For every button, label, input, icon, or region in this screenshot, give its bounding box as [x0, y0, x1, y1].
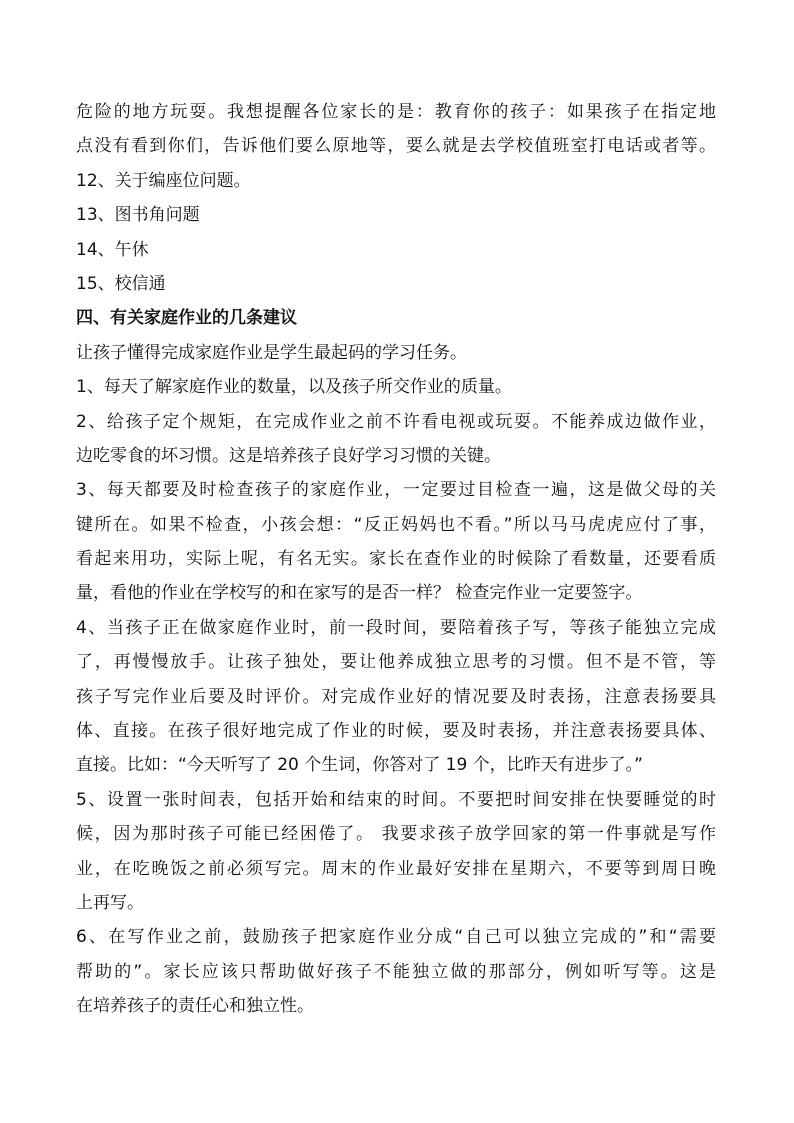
list-item-13: 13、图书角问题	[76, 205, 200, 226]
suggestion-4-line-4: 体、直接。在孩子很好地完成了作业的时候，要及时表扬，并注意表扬要具体、	[76, 721, 716, 742]
suggestion-5-line-3: 业，在吃晚饭之前必须写完。周末的作业最好安排在星期六，不要等到周日晚	[76, 858, 716, 879]
list-item-14: 14、午休	[76, 239, 149, 260]
suggestion-6-line-1: 6、在写作业之前，鼓励孩子把家庭作业分成“自己可以独立完成的”和“需要	[76, 927, 716, 948]
suggestion-6-line-3: 在培养孩子的责任心和独立性。	[76, 996, 314, 1017]
section-heading: 四、有关家庭作业的几条建议	[76, 308, 297, 329]
suggestion-6-line-2: 帮助的”。家长应该只帮助做好孩子不能独立做的那部分，例如听写等。这是	[76, 961, 716, 982]
suggestion-4-line-3: 孩子写完作业后要及时评价。对完成作业好的情况要及时表扬，注意表扬要具	[76, 686, 716, 707]
list-item-15: 15、校信通	[76, 273, 166, 294]
document-body	[76, 95, 716, 1024]
text-line-1: 危险的地方玩耍。我想提醒各位家长的是：教育你的孩子：如果孩子在指定地	[76, 102, 716, 122]
suggestion-3-line-2: 键所在。如果不检查，小孩会想：“反正妈妈也不看。”所以马马虎虎应付了事，	[76, 514, 716, 535]
text-line-2: 点没有看到你们，告诉他们要么原地等，要么就是去学校值班室打电话或者等。	[76, 136, 716, 157]
suggestion-3-line-4: 量，看他的作业在学校写的和在家写的是否一样？ 检查完作业一定要签字。	[76, 583, 643, 604]
suggestion-3-line-1: 3、每天都要及时检查孩子的家庭作业，一定要过目检查一遍，这是做父母的关	[76, 480, 716, 501]
suggestion-3-line-3: 看起来用功，实际上呢，有名无实。家长在查作业的时候除了看数量，还要看质	[76, 549, 716, 570]
suggestion-4-line-1: 4、当孩子正在做家庭作业时，前一段时间，要陪着孩子写，等孩子能独立完成	[76, 617, 716, 638]
suggestion-5-line-2: 候，因为那时孩子可能已经困倦了。 我要求孩子放学回家的第一件事就是写作	[76, 824, 716, 845]
suggestion-5-line-1: 5、设置一张时间表，包括开始和结束的时间。不要把时间安排在快要睡觉的时	[76, 789, 716, 810]
suggestion-1: 1、每天了解家庭作业的数量，以及孩子所交作业的质量。	[76, 377, 512, 398]
suggestion-2-line-1: 2、给孩子定个规矩，在完成作业之前不许看电视或玩耍。不能养成边做作业，	[76, 411, 716, 432]
intro-line: 让孩子懂得完成家庭作业是学生最起码的学习任务。	[76, 342, 467, 363]
suggestion-5-line-4: 上再写。	[76, 892, 144, 913]
suggestion-4-line-2: 了，再慢慢放手。让孩子独处，要让他养成独立思考的习惯。但不是不管，等	[76, 652, 716, 673]
suggestion-2-line-2: 边吃零食的坏习惯。这是培养孩子良好学习习惯的关键。	[76, 445, 501, 466]
suggestion-4-line-5: 直接。比如：“今天听写了 20 个生词，你答对了 19 个，比昨天有进步了。”	[76, 755, 643, 776]
list-item-12: 12、关于编座位问题。	[76, 170, 251, 191]
